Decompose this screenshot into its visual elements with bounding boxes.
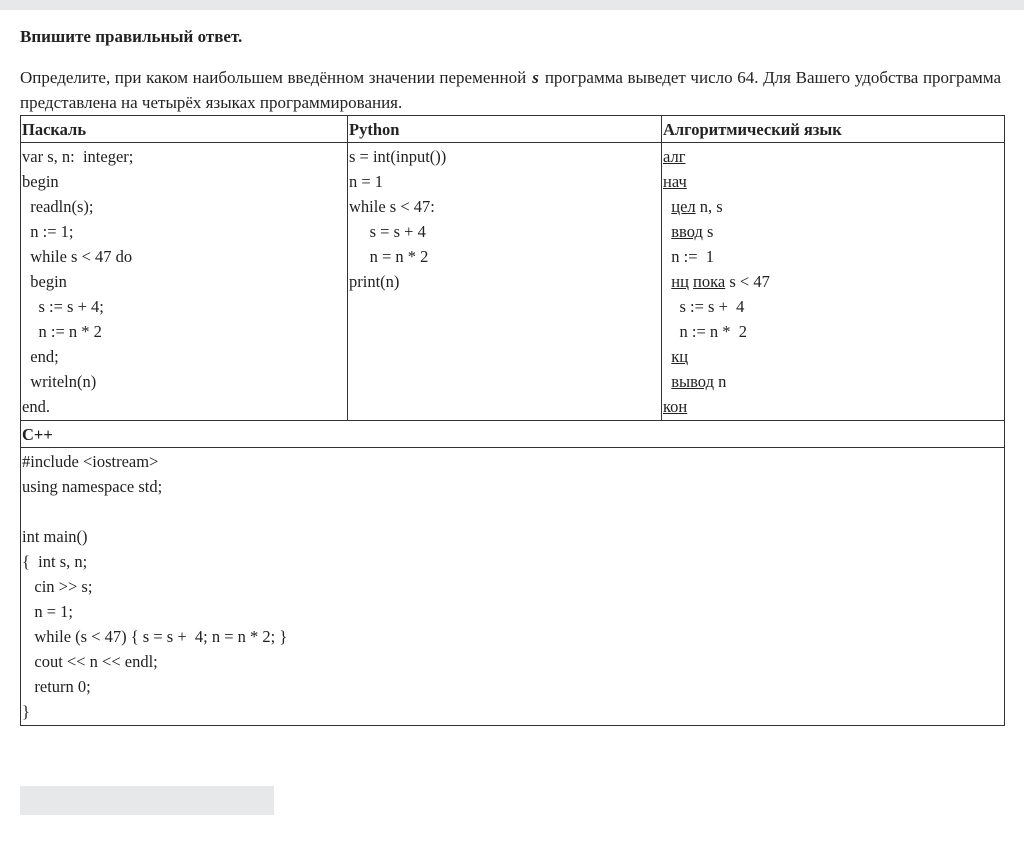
pascal-line: end;: [22, 347, 59, 366]
algo-keyword: кц: [671, 347, 689, 366]
cpp-line: int main(): [22, 527, 88, 546]
python-line: n = n * 2: [349, 247, 429, 266]
cpp-line: #include <iostream>: [22, 452, 159, 471]
cpp-header-row: [21, 421, 1005, 448]
pascal-line: end.: [22, 397, 50, 416]
algo-line: [663, 244, 1004, 269]
pascal-line: while s < 47 do: [22, 247, 133, 266]
algo-text: s: [702, 222, 714, 241]
question-part1: Определите, при каком наибольшем введённом значении переменной: [20, 68, 527, 87]
question-text: [20, 65, 1001, 115]
code-row: [21, 143, 1005, 421]
algo-text: s := s + 4: [663, 297, 745, 316]
algo-line: [663, 369, 1004, 394]
pascal-line: begin: [22, 272, 67, 291]
python-line: print(n): [349, 272, 400, 291]
algo-keyword: нц: [671, 272, 689, 291]
algo-keyword: цел: [671, 197, 696, 216]
pascal-line: var s, n: integer;: [22, 147, 134, 166]
python-line: while s < 47:: [349, 197, 435, 216]
algo-keyword: алг: [663, 147, 686, 166]
python-line: s = int(input()): [349, 147, 447, 166]
cpp-line: while (s < 47) { s = s + 4; n = n * 2; }: [22, 627, 288, 646]
header-pascal: Паскаль: [21, 116, 348, 143]
cpp-line: cout << n << endl;: [22, 652, 158, 671]
instruction-heading: Впишите правильный ответ.: [20, 27, 243, 46]
pascal-line: n := 1;: [22, 222, 74, 241]
header-cpp: C++: [21, 421, 1005, 448]
cpp-line: { int s, n;: [22, 552, 88, 571]
pascal-line: writeln(n): [22, 372, 97, 391]
python-line: n = 1: [349, 172, 384, 191]
pascal-line: readln(s);: [22, 197, 94, 216]
algo-line: [663, 144, 1004, 169]
header-python: Python: [348, 116, 662, 143]
algo-keyword: пока: [693, 272, 726, 291]
algo-text: [663, 347, 671, 366]
algo-text: [663, 372, 671, 391]
cpp-line: }: [22, 702, 30, 721]
algo-text: n := n * 2: [663, 322, 748, 341]
cpp-row: [21, 448, 1005, 726]
algo-text: [663, 197, 671, 216]
algo-line: [663, 194, 1004, 219]
cpp-line: return 0;: [22, 677, 91, 696]
pascal-line: s := s + 4;: [22, 297, 104, 316]
algo-text: [663, 222, 671, 241]
cpp-line: cin >> s;: [22, 577, 93, 596]
algo-line: [663, 319, 1004, 344]
algo-text: [663, 272, 671, 291]
algo-keyword: кон: [663, 397, 688, 416]
algo-keyword: вывод: [671, 372, 714, 391]
algo-text: n := 1: [663, 247, 715, 266]
cpp-line: using namespace std;: [22, 477, 163, 496]
algo-text: s < 47: [725, 272, 770, 291]
algo-line: [663, 219, 1004, 244]
code-table: [20, 115, 1005, 726]
algo-text: n: [713, 372, 727, 391]
pascal-line: begin: [22, 172, 59, 191]
algo-text: n, s: [695, 197, 723, 216]
algo-keyword: ввод: [671, 222, 703, 241]
algo-line: [663, 294, 1004, 319]
python-code: [348, 143, 662, 421]
algo-line: [663, 269, 1004, 294]
header-row: [21, 116, 1005, 143]
top-bar: [0, 0, 1024, 10]
question-variable: s: [532, 68, 539, 87]
question-part2: программа выведет число 64. Для Вашего удобства программа представлена на четырёх языках программирования.: [20, 68, 1002, 112]
algo-line: [663, 344, 1004, 369]
cpp-line: [22, 499, 1004, 524]
algo-line: [663, 169, 1004, 194]
algo-line: [663, 394, 1004, 419]
pascal-code: [21, 143, 348, 421]
header-algo: Алгоритмический язык: [662, 116, 1005, 143]
cpp-code: [21, 448, 1005, 726]
algo-code: [662, 143, 1005, 421]
algo-keyword: нач: [663, 172, 687, 191]
answer-input[interactable]: [20, 786, 274, 815]
python-line: s = s + 4: [349, 222, 426, 241]
cpp-line: n = 1;: [22, 602, 74, 621]
pascal-line: n := n * 2: [22, 322, 102, 341]
